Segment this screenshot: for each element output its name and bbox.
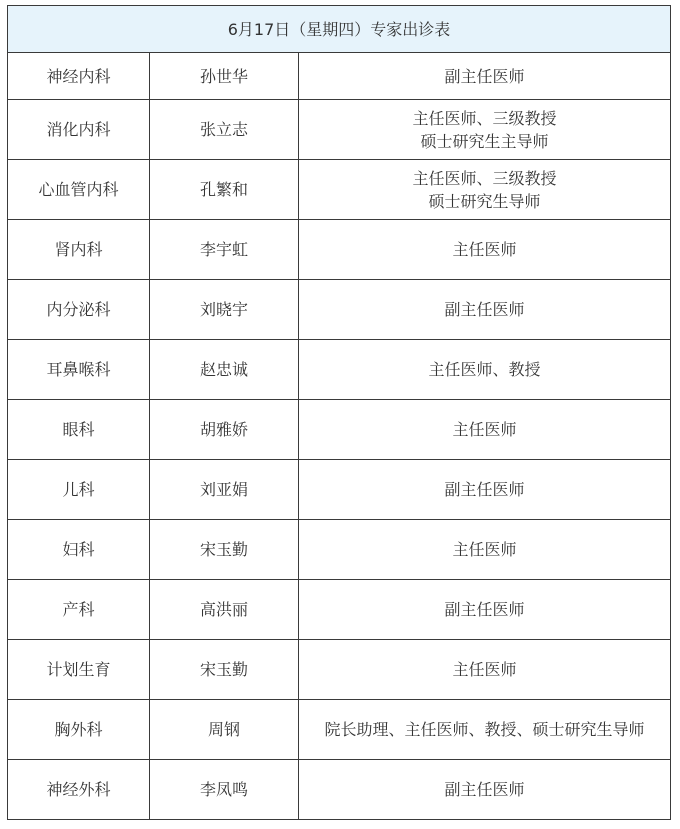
- doctor-title-line: 副主任医师: [444, 600, 525, 619]
- table-row: [8, 520, 671, 580]
- department-cell: 胸外科: [8, 700, 150, 760]
- doctor-title-cell: [299, 460, 671, 520]
- doctor-name-cell: 刘亚娟: [150, 460, 299, 520]
- doctor-name-cell: 赵忠诚: [150, 340, 299, 400]
- doctor-title-line: 副主任医师: [444, 780, 525, 799]
- table-row: [8, 700, 671, 760]
- doctor-title-line: 硕士研究生导师: [428, 191, 541, 211]
- table-row: [8, 100, 671, 160]
- doctor-name-cell: 胡雅娇: [150, 400, 299, 460]
- doctor-name-cell: 孙世华: [150, 53, 299, 100]
- table-row: [8, 53, 671, 100]
- department-cell: 肾内科: [8, 220, 150, 280]
- department-cell: 妇科: [8, 520, 150, 580]
- doctor-title-cell: [299, 280, 671, 340]
- doctor-title-line: 主任医师: [452, 540, 517, 559]
- doctor-title-cell: [299, 760, 671, 820]
- doctor-name-cell: 张立志: [150, 100, 299, 160]
- doctor-title-line: 主任医师、三级教授: [412, 108, 557, 128]
- doctor-name-cell: 高洪丽: [150, 580, 299, 640]
- department-cell: 心血管内科: [8, 160, 150, 220]
- table-row: [8, 280, 671, 340]
- expert-schedule-table: [7, 5, 671, 820]
- doctor-title-line: 主任医师、教授: [428, 360, 541, 379]
- doctor-title-line: 院长助理、主任医师、教授、硕士研究生导师: [324, 720, 645, 739]
- department-cell: 产科: [8, 580, 150, 640]
- table-row: [8, 580, 671, 640]
- table-row: [8, 160, 671, 220]
- department-cell: 儿科: [8, 460, 150, 520]
- doctor-title-line: 硕士研究生主导师: [420, 131, 549, 151]
- table-title-row: [8, 6, 671, 53]
- doctor-title-line: 副主任医师: [444, 66, 525, 86]
- department-cell: 内分泌科: [8, 280, 150, 340]
- doctor-title-cell: [299, 640, 671, 700]
- schedule-table-wrapper: [7, 5, 671, 820]
- doctor-title-cell: [299, 580, 671, 640]
- doctor-title-line: 主任医师: [452, 660, 517, 679]
- department-cell: 神经外科: [8, 760, 150, 820]
- table-row: [8, 340, 671, 400]
- table-row: [8, 760, 671, 820]
- doctor-name-cell: 李宇虹: [150, 220, 299, 280]
- table-row: [8, 460, 671, 520]
- doctor-title-cell: [299, 700, 671, 760]
- doctor-title-cell: [299, 160, 671, 220]
- department-cell: 耳鼻喉科: [8, 340, 150, 400]
- doctor-title-cell: [299, 53, 671, 100]
- department-cell: 计划生育: [8, 640, 150, 700]
- department-cell: 眼科: [8, 400, 150, 460]
- doctor-name-cell: 李凤鸣: [150, 760, 299, 820]
- doctor-title-line: 主任医师: [452, 420, 517, 439]
- doctor-title-cell: [299, 100, 671, 160]
- department-cell: 神经内科: [8, 53, 150, 100]
- table-row: [8, 400, 671, 460]
- table-row: [8, 640, 671, 700]
- table-title: 6月17日（星期四）专家出诊表: [8, 6, 671, 53]
- doctor-title-cell: [299, 220, 671, 280]
- table-row: [8, 220, 671, 280]
- doctor-title-line: 副主任医师: [444, 300, 525, 319]
- doctor-name-cell: 周钢: [150, 700, 299, 760]
- doctor-title-cell: [299, 520, 671, 580]
- doctor-name-cell: 宋玉勤: [150, 520, 299, 580]
- doctor-name-cell: 刘晓宇: [150, 280, 299, 340]
- doctor-title-line: 副主任医师: [444, 480, 525, 499]
- doctor-title-line: 主任医师: [452, 240, 517, 259]
- doctor-title-line: 主任医师、三级教授: [412, 168, 557, 188]
- doctor-name-cell: 孔繁和: [150, 160, 299, 220]
- doctor-title-cell: [299, 340, 671, 400]
- department-cell: 消化内科: [8, 100, 150, 160]
- doctor-name-cell: 宋玉勤: [150, 640, 299, 700]
- doctor-title-cell: [299, 400, 671, 460]
